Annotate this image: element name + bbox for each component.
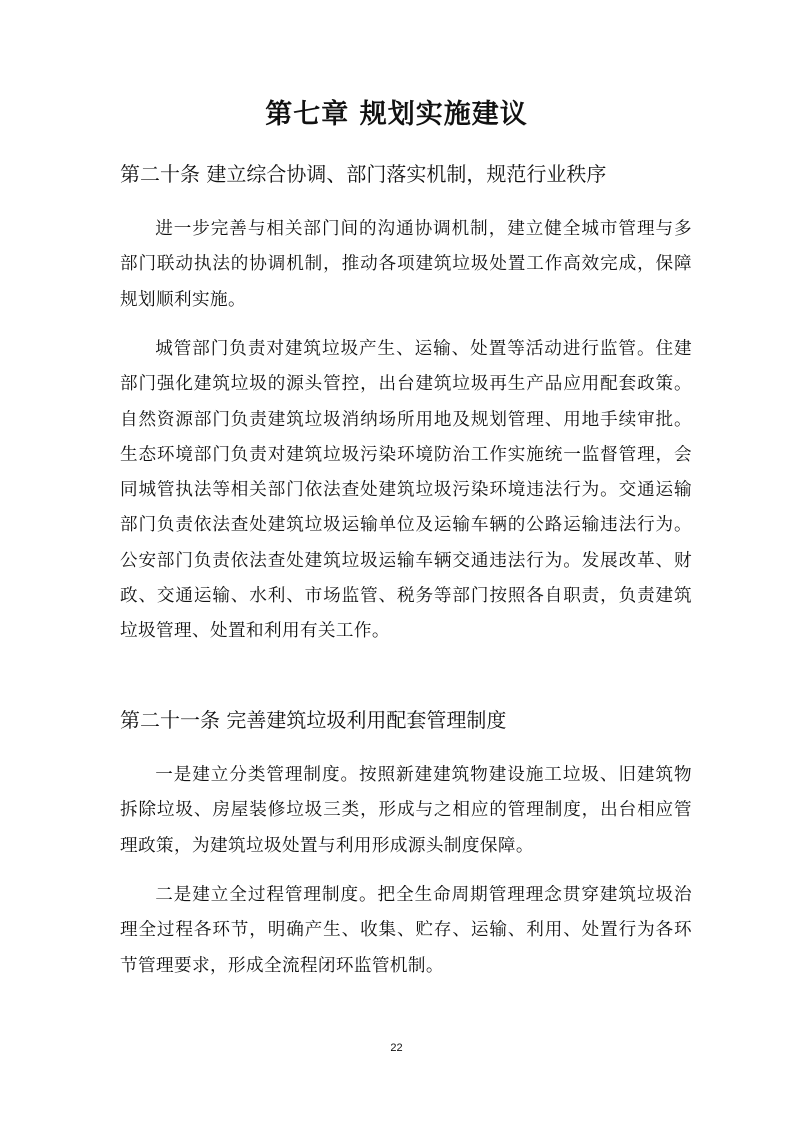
chapter-title: 第七章 规划实施建议 (265, 99, 528, 130)
paragraph-department-duties: 城管部门负责对建筑垃圾产生、运输、处置等活动进行监管。住建部门强化建筑垃圾的源头管控，出台建筑垃圾再生产品应用配套政策。自然资源部门负责建筑垃圾消纳场所用地及规划管理、用地手续审批。生态环境部门负责对建筑垃圾污染环境防治工作实施统一监督管理，会同城管执法等相关部门依法查处建筑垃圾污染环境违法行为。交通运输部门负责依法查处建筑垃圾运输单位及运输车辆的公路运输违法行为。公安部门负责依法查处建筑垃圾运输车辆交通违法行为。发展改革、财政、交通运输、水利、市场监管、税务等部门按照各自职责，负责建筑垃圾管理、处置和利用有关工作。 (120, 339, 692, 642)
section-heading-article-21: 第二十一条 完善建筑垃圾利用配套管理制度 (120, 708, 507, 732)
paragraph-classification-system: 一是建立分类管理制度。按照新建建筑物建设施工垃圾、旧建筑物拆除垃圾、房屋装修垃圾三类，形成与之相应的管理制度，出台相应管理政策，为建筑垃圾处置与利用形成源头制度保障。 (120, 765, 692, 856)
paragraph-full-process-system: 二是建立全过程管理制度。把全生命周期管理理念贯穿建筑垃圾治理全过程各环节，明确产生、收集、贮存、运输、利用、处置行为各环节管理要求，形成全流程闭环监管机制。 (120, 885, 692, 976)
page-number: 22 (390, 1042, 403, 1054)
section-heading-article-20: 第二十条 建立综合协调、部门落实机制，规范行业秩序 (120, 162, 607, 186)
paragraph-coordination: 进一步完善与相关部门间的沟通协调机制，建立健全城市管理与多部门联动执法的协调机制，推动各项建筑垃圾处置工作高效完成，保障规划顺利实施。 (120, 219, 692, 310)
